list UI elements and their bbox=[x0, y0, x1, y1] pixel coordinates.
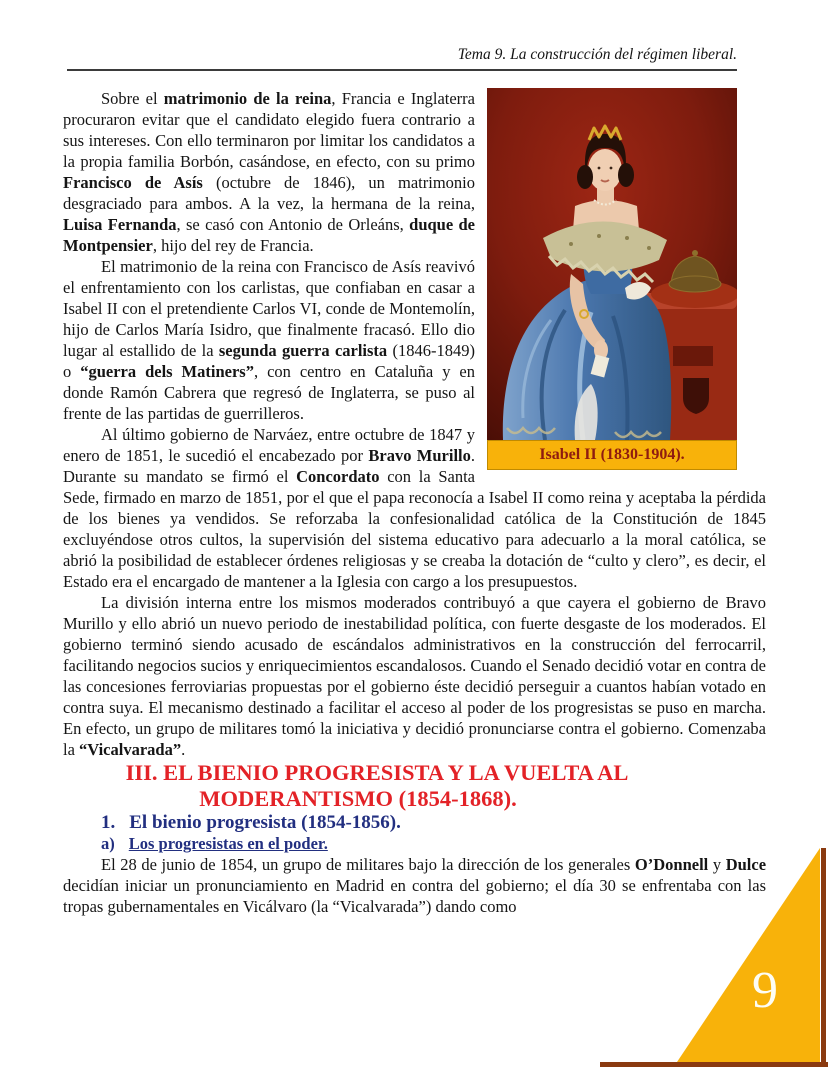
isabel-portrait-image bbox=[487, 88, 737, 440]
subsection-heading bbox=[63, 812, 766, 833]
page-body bbox=[63, 88, 766, 917]
subsection-title: El bienio progresista (1854-1856). bbox=[129, 812, 401, 833]
paragraph: Al último gobierno de Narváez, entre octubre de 1847 y enero de 1851, le sucedió el encabezado por Bravo Murillo. Durante su mandato se firmó el Concordato con la Santa Sede, firmado en marzo de 1851, por el que el papa reconocía a Isabel II como reina y aceptaba la pérdida de los bienes ya vendidos. Se reforzaba la confesionalidad católica de la Constitución de 1845 excluyéndose otros cultos, la supervisión del sistema educativo para adecuarlo a la moral católica, se abrió la posibilidad de establecer órdenes religiosas y se creaba la dotación de “culto y clero”, es decir, el Estado era el encargado de mantener a la Iglesia con cargo a los presupuestos. bbox=[63, 425, 766, 591]
paragraph: Sobre el matrimonio de la reina, Francia e Inglaterra procuraron evitar que el candidato elegido fuera contrario a sus intereses. Con ello terminaron por limitar los candidatos a la propia familia Borbón, casándose, en efecto, con su primo Francisco de Asís (octubre de 1846), un matrimonio desgraciado para ambos. A la vez, la hermana de la reina, Luisa Fernanda, se casó con Antonio de Orleáns, duque de Montpensier, hijo del rey de Francia. bbox=[63, 89, 476, 255]
item-title: Los progresistas en el poder. bbox=[128, 834, 328, 853]
figure-caption: Isabel II (1830-1904). bbox=[487, 440, 737, 470]
header-title: Tema 9. La construcción del régimen liberal. bbox=[457, 46, 737, 63]
section-heading: III. EL BIENIO PROGRESISTA Y LA VUELTA AL MODERANTISMO (1854-1868). bbox=[125, 760, 629, 811]
paragraph: El 28 de junio de 1854, un grupo de militares bajo la dirección de los generales O’Donnell y Dulce decidían iniciar un pronunciamiento en Madrid en contra del gobierno; el día 30 se enfrentaba con las tropas gubernamentales en Vicálvaro (la “Vicalvarada”) dando como bbox=[63, 855, 767, 916]
paragraph: El matrimonio de la reina con Francisco de Asís reavivó el enfrentamiento con los carlistas, que confiaban en casar a Isabel II con el pretendiente Carlos VI, conde de Montemolín, hijo de Carlos María Isidro, que finalmente fracasó. Ello dio lugar al estallido de la segunda guerra carlista (1846-1849) o “guerra dels Matiners”, con centro en Cataluña y en donde Ramón Cabrera que regresó de Inglaterra, se puso al frente de las partidas de guerrilleros. bbox=[63, 257, 476, 423]
corner-triangle-graphic bbox=[598, 840, 828, 1071]
paragraph: La división interna entre los mismos moderados contribuyó a que cayera el gobierno de Bravo Murillo y ello abrió un nuevo periodo de inestabilidad política, con fuerte desgaste de los moderados. El gobierno terminó siendo acusado de escándalos administrativos en la construcción del ferrocarril, facilitando negocios sucios y enriquecimientos escandalosos. Cuando el Senado decidió votar en contra de las concesiones ferroviarias propuestas por el gobierno éste decidió perseguir a cuantos habían votado en contra suya. El mecanismo destinado a facilitar el acceso al poder de los progresistas se puso en marcha. En efecto, un grupo de militares tomó la iniciativa y decidió pronunciarse contra el gobierno. Comenzaba la “Vicalvarada”. bbox=[63, 593, 766, 759]
page-number: 9 bbox=[752, 962, 778, 1019]
corner-bottom-line bbox=[600, 1062, 828, 1067]
corner-triangle bbox=[677, 848, 820, 1062]
page-header bbox=[67, 46, 737, 71]
isabel-portrait-figure bbox=[487, 88, 737, 470]
item-marker: a) bbox=[101, 834, 115, 853]
corner-right-line bbox=[821, 848, 826, 1067]
subsection-marker: 1. bbox=[101, 812, 116, 833]
page-corner-decoration bbox=[598, 840, 828, 1071]
